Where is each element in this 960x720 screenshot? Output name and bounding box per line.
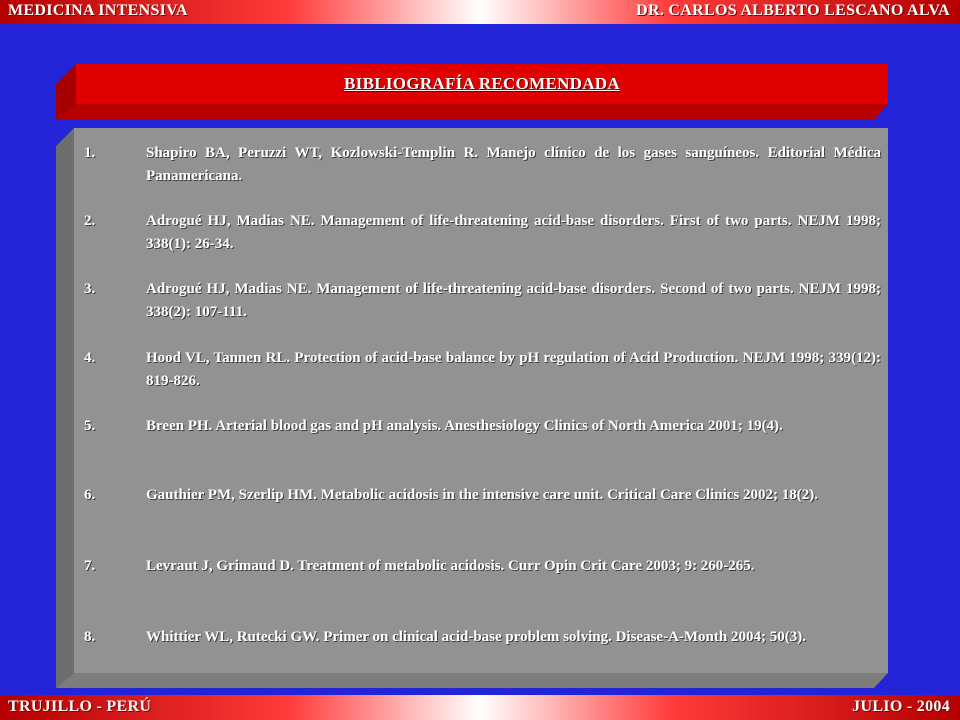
title-box-face	[76, 64, 888, 104]
title-box	[56, 64, 888, 120]
reference-text: Adrogué HJ, Madias NE. Management of life-threatening acid-base disorders. Second of two parts. NEJM 1998; 338(2): 107-111.	[146, 281, 881, 320]
footer-band	[0, 695, 960, 720]
reference-number: 2.	[84, 213, 96, 229]
author-name: DR. CARLOS ALBERTO LESCANO ALVA	[636, 2, 950, 19]
reference-text: Levraut J, Grimaud D. Treatment of metabolic acidosis. Curr Opin Crit Care 2003; 9: 260-265.	[146, 558, 755, 574]
panel-bottom	[56, 673, 888, 688]
title-box-bottom	[56, 104, 888, 120]
reference-text: Gauthier PM, Szerlip HM. Metabolic acidosis in the intensive care unit. Critical Care Clinics 2002; 18(2).	[146, 487, 819, 503]
reference-text: Whittier WL, Rutecki GW. Primer on clinical acid-base problem solving. Disease-A-Month 2004; 50(3).	[146, 629, 806, 645]
panel-side	[56, 128, 74, 688]
reference-number: 7.	[84, 558, 96, 574]
reference-text: Shapiro BA, Peruzzi WT, Kozlowski-Templin R. Manejo clínico de los gases sanguíneos. Editorial Médica Panamericana.	[146, 145, 881, 184]
reference-text: Breen PH. Arterial blood gas and pH analysis. Anesthesiology Clinics of North America 2001; 19(4).	[146, 418, 783, 434]
date: JULIO - 2004	[852, 698, 950, 715]
reference-text: Adrogué HJ, Madias NE. Management of life-threatening acid-base disorders. First of two parts. NEJM 1998; 338(1): 26-34.	[146, 213, 881, 252]
reference-number: 1.	[84, 145, 96, 161]
location: TRUJILLO - PERÚ	[8, 698, 152, 715]
references-panel	[56, 128, 888, 688]
header-band	[0, 0, 960, 24]
reference-text: Hood VL, Tannen RL. Protection of acid-base balance by pH regulation of Acid Production. NEJM 1998; 339(12): 819-826.	[146, 350, 881, 389]
page-title: BIBLIOGRAFÍA RECOMENDADA	[344, 74, 620, 93]
reference-number: 8.	[84, 629, 96, 645]
reference-number: 6.	[84, 487, 96, 503]
panel-face	[74, 128, 888, 673]
reference-number: 5.	[84, 418, 96, 434]
course-title: MEDICINA INTENSIVA	[8, 2, 188, 19]
reference-number: 3.	[84, 281, 96, 297]
reference-number: 4.	[84, 350, 96, 366]
